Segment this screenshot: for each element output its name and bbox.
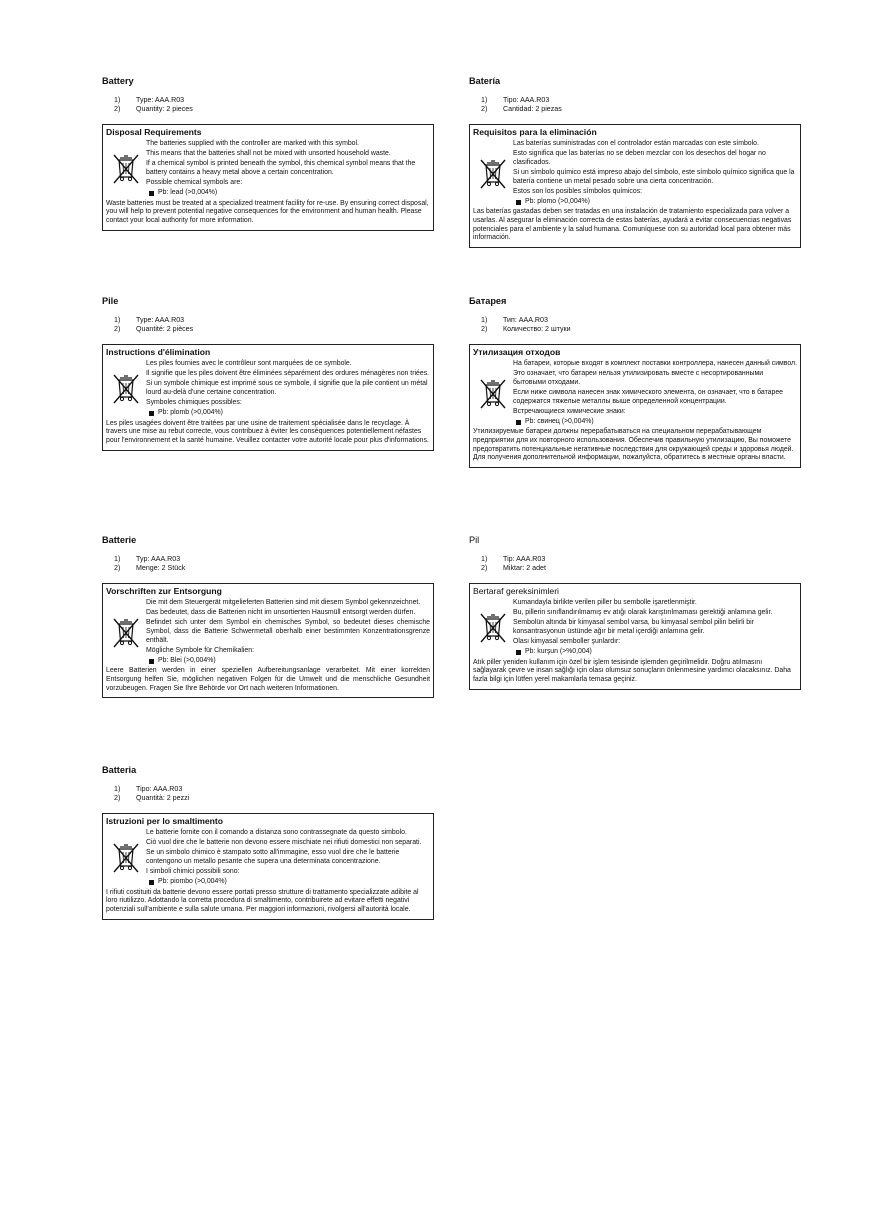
crossed-bin-icon [473, 360, 513, 426]
section-heading: Batería [469, 76, 501, 86]
box-title: Istruzioni per lo smaltimento [106, 816, 223, 827]
section-fr [102, 296, 434, 451]
spec-list [114, 555, 434, 572]
box-title: Disposal Requirements [106, 127, 202, 138]
spec-quantity: Miktar: 2 adet [503, 563, 546, 572]
disposal-line: Ciò vuol dire che le batterie non devono essere mischiate nei rifiuti domestici non separati. [146, 839, 422, 847]
disposal-line: Esto significa que las baterías no se deben mezclar con los desechos del hogar no clasificados. [513, 150, 766, 166]
bullet-square-icon [149, 411, 154, 416]
chemical-symbol-item: Pb: piombo (>0,004%) [146, 878, 430, 887]
spec-item: 1) Tipo: AAA.R03 [114, 785, 183, 793]
disposal-line: Se un simbolo chimico è stampato sotto all'immagine, esso vuol dire che le batterie contengono un metallo pesante che supera una determinata concentrazione. [146, 849, 400, 865]
spec-item: 2) Quantité: 2 pièces [114, 324, 194, 333]
box-title: Instructions d'élimination [106, 347, 211, 358]
disposal-line: Sembolün altında bir kimyasal sembol varsa, bu kimyasal sembol pilin belirli bir konsantrasyonun üstünde ağır bir metal içerdiği anlamına gelir. [513, 619, 754, 635]
box-title: Утилизация отходов [473, 347, 561, 358]
chemical-symbol-item: Pb: lead (>0,004%) [146, 189, 430, 198]
spec-quantity: Quantità: 2 pezzi [136, 793, 190, 802]
spec-quantity: Quantité: 2 pièces [136, 324, 194, 333]
section-heading: Batteria [102, 765, 137, 775]
disposal-footer: Waste batteries must be treated at a specialized treatment facility for re-use. By ensuring correct disposal, you will help to prevent potential negative consequences for the environment and human health. Please contact your local authority for more information. [106, 199, 429, 224]
bullet-square-icon [149, 659, 154, 664]
spec-type: Type: AAA.R03 [136, 316, 185, 324]
disposal-footer: Atık piller yeniden kullanım için özel bir işlem tesisinde işlemden geçirilmelidir. Doğru atılmasını sağlayarak çevre ve insan sağlığı için olası olumsuz sonuçların önlenmesine yardımcı olacaksınız. Daha fazla bilgi için lütfen yerel makamlarla temasa geçiniz. [473, 658, 791, 683]
section-heading: Batterie [102, 535, 137, 545]
section-en [102, 76, 434, 231]
disposal-box [102, 344, 434, 450]
spec-item: 1) Type: AAA.R03 [114, 96, 185, 104]
disposal-line: Если ниже символа нанесен знак химического элемента, он означает, что в батарее содержатся тяжелые металлы выше определенной концентрации. [513, 388, 783, 405]
disposal-box [102, 124, 434, 230]
bullet-square-icon [516, 650, 521, 655]
spec-item: 2) Miktar: 2 adet [481, 563, 546, 572]
disposal-line: Die mit dem Steuergerät mitgelieferten Batterien sind mit diesem Symbol gekennzeichnet. [146, 599, 421, 607]
box-title: Requisitos para la eliminación [473, 127, 597, 138]
chemical-symbol-item: Pb: Blei (>0,004%) [146, 657, 430, 666]
spec-type: Typ: AAA.R03 [136, 555, 181, 563]
spec-quantity: Menge: 2 Stück [136, 563, 186, 572]
spec-item: 1) Tipo: AAA.R03 [481, 96, 550, 104]
spec-list [114, 316, 434, 333]
spec-quantity: Cantidad: 2 piezas [503, 104, 562, 113]
spec-list [481, 96, 801, 113]
box-title: Vorschriften zur Entsorgung [106, 586, 222, 597]
crossed-bin-icon [106, 140, 146, 198]
box-title: Bertaraf gereksinimleri [473, 586, 559, 597]
disposal-line: Bu, pillerin sınıflandırılmamış ev atığı olarak karıştırılmaması gerektiği anlamına gelir. [513, 609, 773, 617]
disposal-line: Das bedeutet, dass die Batterien nicht im unsortierten Hausmüll entsorgt werden dürfen. [146, 609, 416, 617]
chemical-symbol-item: Pb: plomb (>0,004%) [146, 409, 430, 418]
spec-type: Tip: AAA.R03 [503, 555, 546, 563]
chemical-symbol-item: Pb: kurşun (>%0,004) [513, 648, 797, 657]
disposal-box [102, 813, 434, 919]
crossed-bin-icon [106, 599, 146, 665]
disposal-line: Estos son los posibles símbolos químicos: [513, 187, 643, 195]
bullet-square-icon [149, 191, 154, 196]
disposal-line: If a chemical symbol is printed beneath the symbol, this chemical symbol means that the battery contains a heavy metal above a certain concentration. [146, 160, 416, 176]
spec-item: 1) Type: AAA.R03 [114, 316, 185, 324]
spec-list [114, 96, 434, 113]
section-heading: Pil [469, 535, 480, 545]
disposal-footer: Las baterías gastadas deben ser tratadas en una instalación de tratamiento especializada para volver a usarlas. Al asegurar la eliminación correcta de estas baterías, ayudará a evitar consecuencias negativas potenciales para el ambiente y la salud humana. Comuníquese con su autoridad local para obtener más información. [473, 208, 792, 242]
disposal-box [469, 124, 801, 248]
disposal-box [469, 344, 801, 468]
disposal-line: Il signifie que les piles doivent être éliminées séparément des ordures ménagères non triées. [146, 370, 430, 378]
disposal-line: Mögliche Symbole für Chemikalien: [146, 646, 254, 654]
section-ru [469, 296, 801, 468]
spec-list [114, 785, 434, 802]
disposal-footer: I rifiuti costituiti da batterie devono essere portati presso strutture di trattamento specializzate adibite al loro riutilizzo. Adottando la corretta procedura di smaltimento, contribuirete ad evitare effetti negativi potenziali sull'ambiente e sulla salute umana. Per maggiori informazioni, rivolgersi all'autorità locale. [106, 888, 419, 913]
crossed-bin-icon [473, 599, 513, 657]
disposal-line: Встречающиеся химические знаки: [513, 407, 626, 415]
crossed-bin-icon [106, 360, 146, 418]
disposal-line: Befindet sich unter dem Symbol ein chemisches Symbol, so bedeutet dieses chemische Symbol, dass die Batterie Schwermetall oberhalb einer bestimmten Konzentrationsgrenze enthält. [146, 619, 430, 644]
spec-quantity: Количество: 2 штуки [503, 324, 571, 333]
crossed-bin-icon [473, 140, 513, 206]
spec-list [481, 316, 801, 333]
section-heading: Батарея [469, 296, 507, 306]
section-it [102, 765, 434, 920]
spec-list [481, 555, 801, 572]
disposal-box [102, 583, 434, 698]
spec-item: 2) Menge: 2 Stück [114, 563, 186, 572]
bullet-square-icon [516, 420, 521, 425]
section-heading: Pile [102, 296, 119, 306]
disposal-footer: Les piles usagées doivent être traitées par une usine de traitement spécialisée dans le recyclage. À travers une mise au rebut correcte, vous contribuez à éviter les conséquences potentiellement néfastes pour l'environnement et la santé humaine. Veuillez contacter votre autorité locale pour plus d'informations. [106, 419, 429, 444]
disposal-line: Possible chemical symbols are: [146, 179, 243, 187]
disposal-line: Kumandayla birlikte verilen piller bu sembolle işaretlenmiştir. [513, 599, 697, 607]
disposal-line: Olası kimyasal semboller şunlardır: [513, 638, 621, 646]
spec-type: Tipo: AAA.R03 [503, 96, 550, 104]
section-es [469, 76, 801, 248]
spec-item: 2) Quantità: 2 pezzi [114, 793, 190, 802]
disposal-line: Le batterie fornite con il comando a distanza sono contrassegnate da questo simbolo. [146, 829, 407, 837]
section-tr [469, 535, 801, 690]
disposal-line: Si un symbole chimique est imprimé sous ce symbole, il signifie que la pile contient un métal lourd au-delà d'une certaine concentration. [146, 380, 428, 396]
crossed-bin-icon [106, 829, 146, 887]
disposal-line: На батареи, которые входят в комплект поставки контроллера, нанесен данный символ. [513, 360, 797, 368]
spec-item: 2) Cantidad: 2 piezas [481, 104, 562, 113]
disposal-line: Les piles fournies avec le contrôleur sont marquées de ce symbole. [146, 360, 352, 368]
section-de [102, 535, 434, 698]
disposal-line: Las baterías suministradas con el controlador están marcadas con este símbolo. [513, 140, 759, 148]
disposal-line: Symboles chimiques possibles: [146, 399, 242, 407]
spec-type: Type: AAA.R03 [136, 96, 185, 104]
section-heading: Battery [102, 76, 134, 86]
spec-item: 2) Количество: 2 штуки [481, 324, 571, 333]
chemical-symbol-item: Pb: свинец (>0,004%) [513, 418, 797, 427]
disposal-line: Si un símbolo químico está impreso abajo del símbolo, este símbolo químico significa que la batería contiene un metal pesado sobre una cierta concentración. [513, 168, 795, 185]
disposal-footer: Утилизируемые батареи должны перерабатываться на специальном перерабатывающем предприятии для их повторного использования. Обеспечив правильную утилизацию, Вы поможете предотвратить потенциальные негативные последствия для окружающей среды и здоровья людей. Для получения дополнительной информации, пожалуйста, обратитесь в местные органы власти. [473, 428, 794, 462]
disposal-line: This means that the batteries shall not be mixed with unsorted household waste. [146, 150, 391, 158]
spec-type: Tipo: AAA.R03 [136, 785, 183, 793]
spec-quantity: Quantity: 2 pieces [136, 104, 193, 113]
spec-item: 1) Typ: AAA.R03 [114, 555, 181, 563]
disposal-footer: Leere Batterien werden in einer speziellen Aufbereitungsanlage verarbeitet. Mit einer korrekten Entsorgung helfen Sie, möglichen negativen Folgen für die Umwelt und die menschliche Gesundheit vorzubeugen. Fragen Sie Ihre Behörde vor Ort nach weiteren Informationen. [106, 667, 430, 692]
spec-item: 2) Quantity: 2 pieces [114, 104, 193, 113]
spec-item: 1) Тип: AAA.R03 [481, 316, 548, 324]
bullet-square-icon [149, 880, 154, 885]
bullet-square-icon [516, 200, 521, 205]
disposal-line: I simboli chimici possibili sono: [146, 868, 240, 876]
disposal-box [469, 583, 801, 689]
disposal-line: The batteries supplied with the controller are marked with this symbol. [146, 140, 359, 148]
spec-item: 1) Tip: AAA.R03 [481, 555, 546, 563]
chemical-symbol-item: Pb: plomo (>0,004%) [513, 198, 797, 207]
spec-type: Тип: AAA.R03 [503, 316, 548, 324]
disposal-line: Это означает, что батареи нельзя утилизировать вместе с несортированными бытовыми отходами. [513, 370, 764, 386]
